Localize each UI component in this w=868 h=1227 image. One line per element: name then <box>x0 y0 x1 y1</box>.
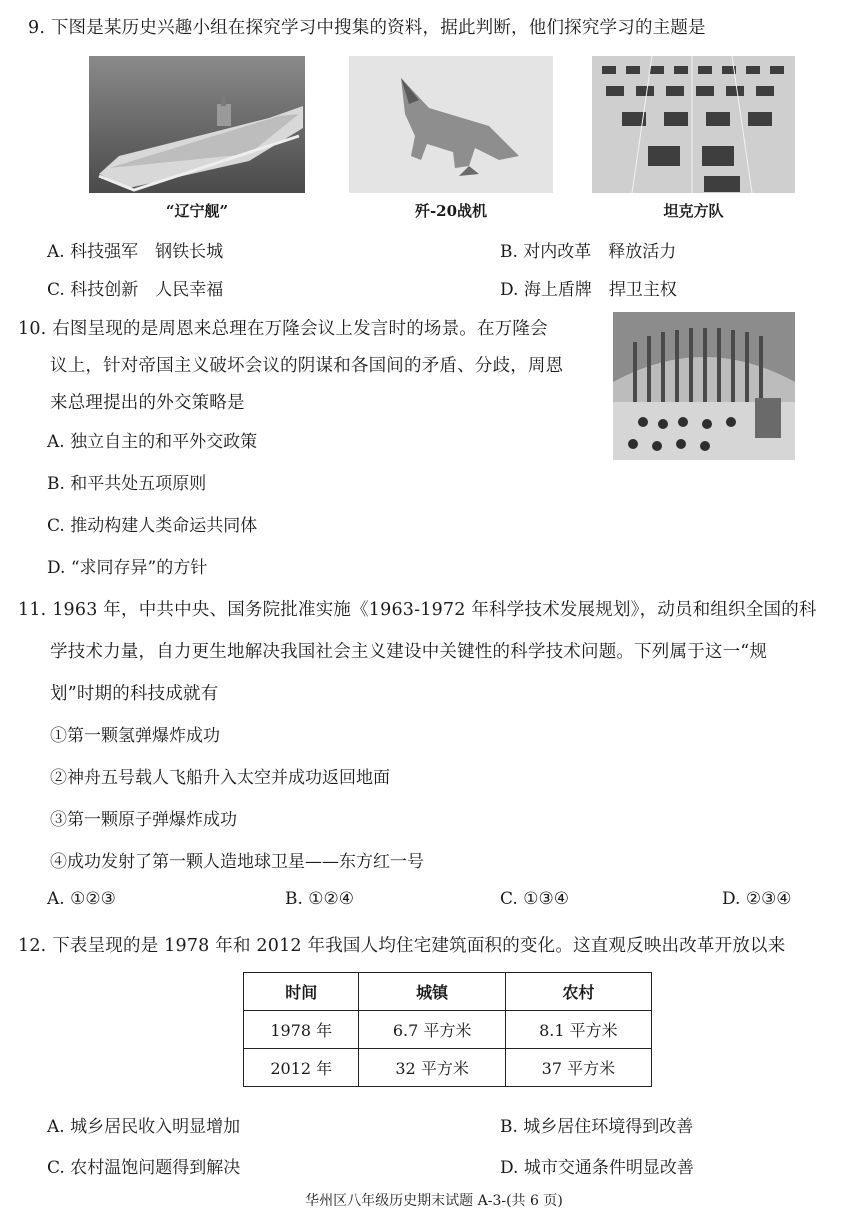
q9-option-d[interactable]: D. 海上盾牌 捍卫主权 <box>500 280 677 300</box>
q11-option-d[interactable]: D. ②③④ <box>722 889 792 909</box>
q10-line-3: 来总理提出的外交策略是 <box>50 393 245 413</box>
cell-urban: 32 平方米 <box>359 1049 505 1087</box>
q10-option-c[interactable]: C. 推动构建人类命运共同体 <box>47 516 258 536</box>
q11-line-2: 学技术力量，自力更生地解决我国社会主义建设中关键性的科学技术问题。下列属于这一“规 <box>50 642 768 662</box>
bandung-conference-photo <box>613 312 795 460</box>
q10-option-a[interactable]: A. 独立自主的和平外交政策 <box>47 432 258 452</box>
cell-urban: 6.7 平方米 <box>359 1011 505 1049</box>
q10-option-b[interactable]: B. 和平共处五项原则 <box>47 474 207 494</box>
q10-line-2: 议上，针对帝国主义破坏会议的阴谋和各国间的矛盾、分歧，周恩 <box>50 356 564 376</box>
q10-line-1: 10. 右图呈现的是周恩来总理在万隆会议上发言时的场景。在万隆会 <box>18 319 548 339</box>
q12-option-b[interactable]: B. 城乡居住环境得到改善 <box>500 1117 694 1137</box>
q11-line-1: 11. 1963 年，中共中央、国务院批准实施《1963-1972 年科学技术发展规划》，动员和组织全国的科 <box>18 600 817 620</box>
liaoning-carrier-photo <box>89 56 305 193</box>
q11-item-1: ①第一颗氢弹爆炸成功 <box>50 726 220 746</box>
tank-formation-photo <box>592 56 795 193</box>
j20-fighter-photo <box>349 56 553 193</box>
q11-line-3: 划”时期的科技成就有 <box>50 684 219 704</box>
header-rural: 农村 <box>505 973 651 1011</box>
q11-item-4: ④成功发射了第一颗人造地球卫星——东方红一号 <box>50 852 424 872</box>
page-footer: 华州区八年级历史期末试题 A-3-(共 6 页) <box>305 1193 563 1209</box>
q11-option-c[interactable]: C. ①③④ <box>500 889 569 909</box>
header-time: 时间 <box>244 973 359 1011</box>
table-header-row <box>244 973 652 1011</box>
caption-tanks: 坦克方队 <box>663 202 724 220</box>
table-row <box>244 1049 652 1087</box>
caption-carrier: “辽宁舰” <box>165 202 229 220</box>
q12-option-c[interactable]: C. 农村温饱问题得到解决 <box>47 1158 241 1178</box>
table-row <box>244 1011 652 1049</box>
q10-option-d[interactable]: D. “求同存异”的方针 <box>47 558 208 578</box>
caption-j20: 歼-20战机 <box>414 202 488 220</box>
q11-option-a[interactable]: A. ①②③ <box>47 889 116 909</box>
housing-area-table <box>243 972 652 1087</box>
q9-stem: 9. 下图是某历史兴趣小组在探究学习中搜集的资料，据此判断，他们探究学习的主题是 <box>28 18 706 38</box>
q11-option-b[interactable]: B. ①②④ <box>285 889 355 909</box>
cell-rural: 37 平方米 <box>505 1049 651 1087</box>
cell-rural: 8.1 平方米 <box>505 1011 651 1049</box>
q9-option-b[interactable]: B. 对内改革 释放活力 <box>500 242 677 262</box>
q9-option-a[interactable]: A. 科技强军 钢铁长城 <box>47 242 224 262</box>
q9-option-c[interactable]: C. 科技创新 人民幸福 <box>47 280 224 300</box>
cell-year: 2012 年 <box>244 1049 359 1087</box>
q12-option-d[interactable]: D. 城市交通条件明显改善 <box>500 1158 694 1178</box>
q11-item-2: ②神舟五号载人飞船升入太空并成功返回地面 <box>50 768 390 788</box>
q11-item-3: ③第一颗原子弹爆炸成功 <box>50 810 237 830</box>
header-urban: 城镇 <box>359 973 505 1011</box>
cell-year: 1978 年 <box>244 1011 359 1049</box>
q12-stem: 12. 下表呈现的是 1978 年和 2012 年我国人均住宅建筑面积的变化。这直观反映出改革开放以来 <box>18 936 786 956</box>
q12-option-a[interactable]: A. 城乡居民收入明显增加 <box>47 1117 241 1137</box>
